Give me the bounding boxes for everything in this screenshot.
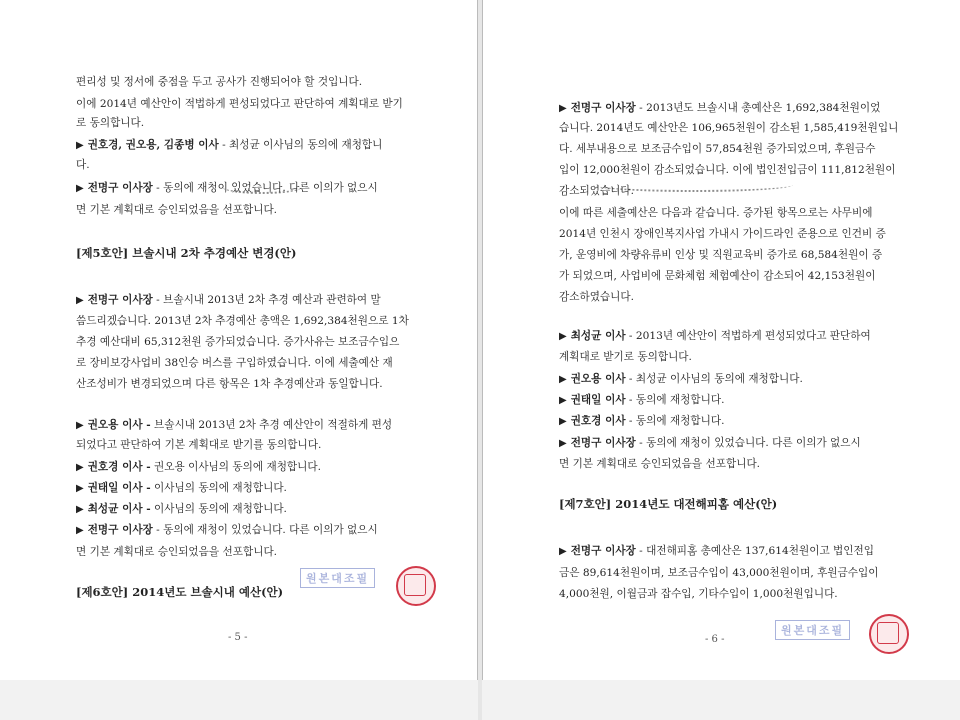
bullet-marker: ▶ bbox=[559, 416, 567, 427]
page-number: - 5 - bbox=[228, 632, 248, 643]
text-line: 계획대로 받기로 동의합니다. bbox=[559, 351, 692, 363]
signature-scribble bbox=[222, 180, 302, 194]
motion-line bbox=[559, 329, 871, 344]
text-line: 입이 12,000천원이 감소되었습니다. 이에 법인전입금이 111,812천원이 bbox=[559, 164, 896, 176]
section-heading: [제7호안] 2014년도 대전해피홈 예산(안) bbox=[559, 497, 778, 511]
page-number: - 6 - bbox=[705, 634, 725, 645]
motion-line bbox=[76, 293, 381, 308]
speech-text: - 동의에 재청이 있었습니다. 다른 이의가 없으시 bbox=[152, 182, 378, 194]
speech-text: - 2013년도 브솔시내 총예산은 1,692,384천원이었 bbox=[635, 102, 881, 114]
speaker-name: 권오용 이사 bbox=[570, 373, 626, 385]
text-line: 이에 2014년 예산안이 적법하게 편성되었다고 판단하여 계획대로 받기 bbox=[76, 98, 403, 110]
bullet-marker: ▶ bbox=[559, 546, 567, 557]
speech-text: - 브솔시내 2013년 2차 추경 예산과 관련하여 말 bbox=[152, 294, 381, 306]
speech-text: - 동의에 재청합니다. bbox=[625, 394, 725, 406]
text-line: 면 기본 계획대로 승인되었음을 선포합니다. bbox=[559, 458, 761, 470]
speech-text: 권오용 이사님의 동의에 재청합니다. bbox=[150, 461, 321, 473]
bullet-marker: ▶ bbox=[76, 483, 84, 494]
text-line: 감소하였습니다. bbox=[559, 291, 635, 303]
bullet-marker: ▶ bbox=[559, 395, 567, 406]
speech-text: 이사님의 동의에 재청합니다. bbox=[150, 503, 287, 515]
speech-text: - 최성균 이사님의 동의에 재청합니 bbox=[218, 139, 383, 151]
speech-text: - 동의에 재청이 있었습니다. 다른 이의가 없으시 bbox=[635, 437, 861, 449]
bullet-marker: ▶ bbox=[559, 103, 567, 114]
motion-line bbox=[559, 544, 874, 559]
motion-line bbox=[559, 101, 880, 116]
motion-line bbox=[76, 418, 392, 433]
text-line: 면 기본 계획대로 승인되었음을 선포합니다. bbox=[76, 546, 278, 558]
text-line: 로 장비보강사업비 38인승 버스를 구입하였습니다. 이에 세출예산 재 bbox=[76, 357, 393, 369]
speaker-name: 권호경 이사 bbox=[570, 415, 626, 427]
speaker-name: 최성균 이사 bbox=[570, 330, 626, 342]
text-line: 다. 세부내용으로 보조금수입이 57,854천원 증가되었으며, 후원금수 bbox=[559, 143, 876, 155]
bullet-marker: ▶ bbox=[76, 420, 84, 431]
bullet-marker: ▶ bbox=[76, 140, 84, 151]
speaker-name: 전명구 이사장 bbox=[570, 545, 636, 557]
certified-copy-stamp: 원본대조필 bbox=[775, 620, 850, 640]
speaker-name: 권태일 이사 - bbox=[87, 482, 151, 494]
speech-text: - 동의에 재청이 있었습니다. 다른 이의가 없으시 bbox=[152, 524, 378, 536]
bullet-marker: ▶ bbox=[76, 295, 84, 306]
motion-line bbox=[559, 436, 861, 451]
speech-text: - 동의에 재청합니다. bbox=[625, 415, 725, 427]
motion-line bbox=[76, 460, 321, 475]
text-line: 편리성 및 정서에 중점을 두고 공사가 진행되어야 할 것입니다. bbox=[76, 76, 363, 88]
bullet-marker: ▶ bbox=[76, 525, 84, 536]
section-heading: [제6호안] 2014년도 브솔시내 예산(안) bbox=[76, 585, 284, 599]
motion-line bbox=[76, 502, 287, 517]
motion-line bbox=[76, 481, 287, 496]
bullet-marker: ▶ bbox=[559, 374, 567, 385]
motion-line bbox=[76, 523, 378, 538]
text-line: 로 동의합니다. bbox=[76, 117, 145, 129]
text-line: 다. bbox=[76, 159, 90, 171]
text-line: 가, 운영비에 차량유류비 인상 및 직원교육비 증가로 68,584천원이 증 bbox=[559, 249, 883, 261]
speaker-name: 권오용 이사 - bbox=[87, 419, 151, 431]
speaker-name: 전명구 이사장 bbox=[87, 182, 153, 194]
motion-line bbox=[76, 138, 382, 153]
bullet-marker: ▶ bbox=[76, 462, 84, 473]
text-line: 되었다고 판단하여 기본 계획대로 받기를 동의합니다. bbox=[76, 439, 322, 451]
speaker-name: 전명구 이사장 bbox=[87, 524, 153, 536]
speaker-name: 전명구 이사장 bbox=[87, 294, 153, 306]
text-line: 산조성비가 변경되었으며 다른 항목은 1차 추경예산과 동일합니다. bbox=[76, 378, 383, 390]
motion-line bbox=[559, 393, 724, 408]
speaker-name: 권태일 이사 bbox=[570, 394, 626, 406]
text-line: 추경 예산대비 65,312천원 증가되었습니다. 증가사유는 보조금수입으 bbox=[76, 336, 400, 348]
speech-text: - 대전해피홈 총예산은 137,614천원이고 법인전입 bbox=[635, 545, 874, 557]
document-page-6 bbox=[482, 0, 960, 680]
speech-text: - 최성균 이사님의 동의에 재청합니다. bbox=[625, 373, 803, 385]
bullet-marker: ▶ bbox=[76, 504, 84, 515]
certified-copy-stamp: 원본대조필 bbox=[300, 568, 375, 588]
speech-text: 이사님의 동의에 재청합니다. bbox=[150, 482, 287, 494]
speech-text: 브솔시내 2013년 2차 추경 예산안이 적절하게 편성 bbox=[150, 419, 393, 431]
text-line: 습니다. 2014년도 예산안은 106,965천원이 감소된 1,585,419천원입니 bbox=[559, 122, 899, 134]
speech-text: - 2013년 예산안이 적법하게 편성되었다고 판단하여 bbox=[625, 330, 871, 342]
text-line: 4,000천원, 이월금과 잡수입, 기타수입이 1,000천원입니다. bbox=[559, 588, 838, 600]
official-seal-icon bbox=[869, 614, 909, 654]
text-line: 가 되었으며, 사업비에 문화체험 체험예산이 감소되어 42,153천원이 bbox=[559, 270, 876, 282]
text-line: 이에 따른 세출예산은 다음과 같습니다. 증가된 항목으로는 사무비에 bbox=[559, 207, 873, 219]
motion-line bbox=[559, 372, 803, 387]
document-page-5 bbox=[0, 0, 478, 680]
section-heading: [제5호안] 브솔시내 2차 추경예산 변경(안) bbox=[76, 246, 297, 260]
text-line: 씀드리겠습니다. 2013년 2차 추경예산 총액은 1,692,384천원으로 1차 bbox=[76, 315, 409, 327]
official-seal-icon bbox=[396, 566, 436, 606]
bullet-marker: ▶ bbox=[76, 183, 84, 194]
text-line: 면 기본 계획대로 승인되었음을 선포합니다. bbox=[76, 204, 278, 216]
speaker-name: 권호경, 권오용, 김종병 이사 bbox=[87, 139, 219, 151]
text-line: 감소되었습니다. bbox=[559, 185, 635, 197]
speaker-name: 권호경 이사 - bbox=[87, 461, 151, 473]
speaker-name: 전명구 이사장 bbox=[570, 102, 636, 114]
speaker-name: 최성균 이사 - bbox=[87, 503, 151, 515]
bullet-marker: ▶ bbox=[559, 438, 567, 449]
text-line: 2014년 인천시 장애인복지사업 가내시 가이드라인 준용으로 인건비 증 bbox=[559, 228, 886, 240]
motion-line bbox=[559, 414, 724, 429]
speaker-name: 전명구 이사장 bbox=[570, 437, 636, 449]
text-line: 금은 89,614천원이며, 보조금수입이 43,000천원이며, 후원금수입이 bbox=[559, 567, 879, 579]
bullet-marker: ▶ bbox=[559, 331, 567, 342]
